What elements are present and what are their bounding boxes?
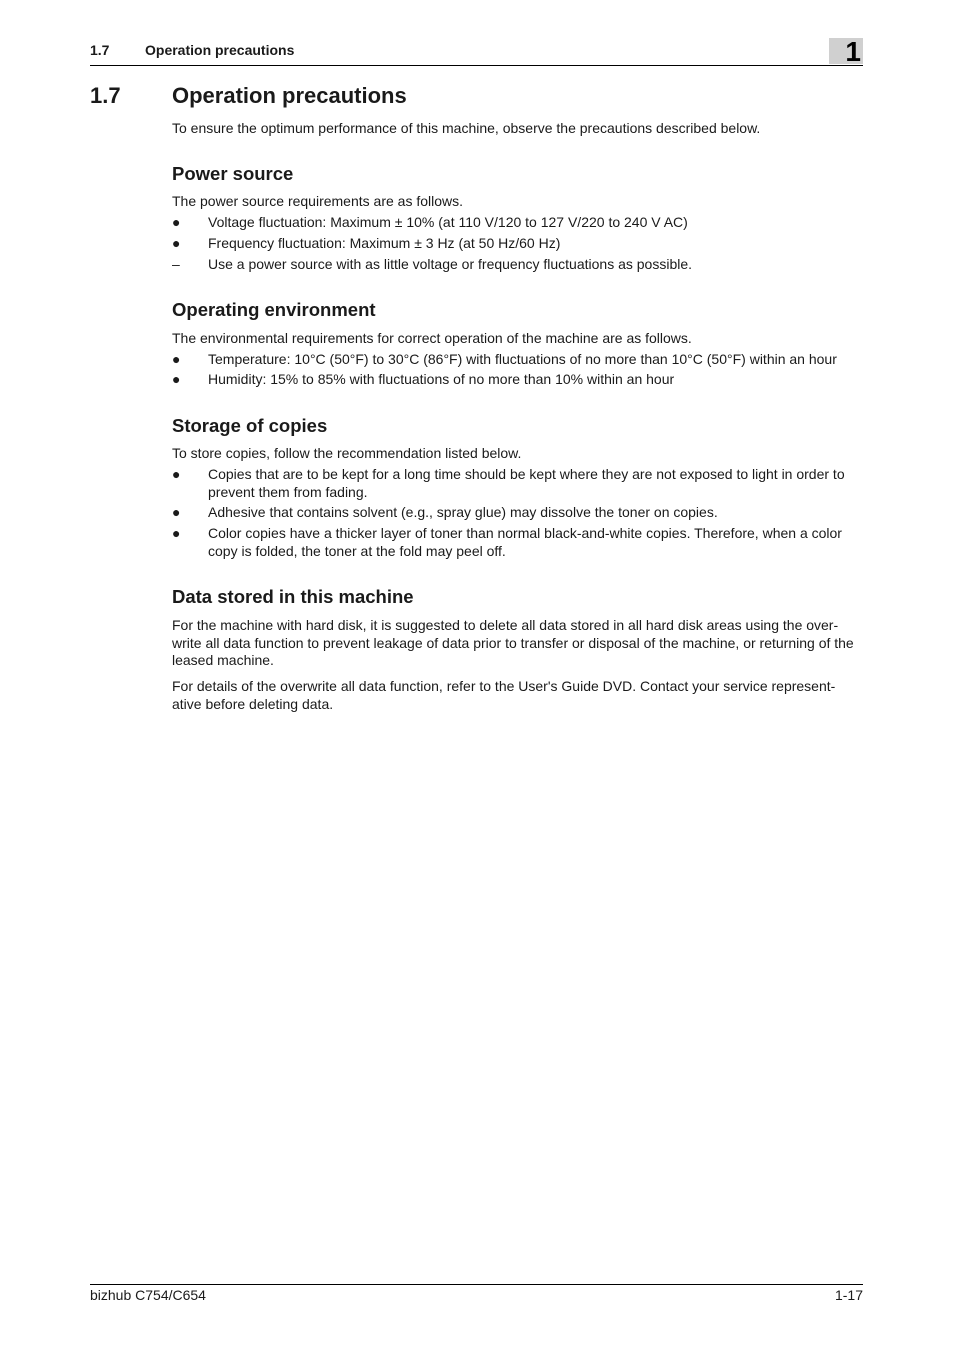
header-section-number: 1.7: [90, 42, 110, 58]
chapter-number: 1: [845, 36, 861, 67]
list-item-text: Temperature: 10°C (50°F) to 30°C (86°F) with fluctuations of no more than 10°C (50°F) within an hour: [208, 351, 837, 367]
running-header: [90, 41, 863, 66]
storage-intro: To store copies, follow the recommendation listed below.: [172, 445, 522, 461]
heading-operating-environment: Operating environment: [172, 299, 376, 320]
bullet-mark: ●: [172, 371, 181, 387]
list-item-text: Frequency fluctuation: Maximum ± 3 Hz (at 50 Hz/60 Hz): [208, 235, 561, 251]
list-item-text: Adhesive that contains solvent (e.g., spray glue) may dissolve the toner on copies.: [208, 504, 718, 520]
data-stored-paragraph-1: For the machine with hard disk, it is suggested to delete all data stored in all hard disk areas using the over-write all data function to prevent leakage of data prior to transfer or disposal of the machine, or returning of the leased machine.: [172, 617, 854, 668]
environment-intro: The environmental requirements for correct operation of the machine are as follows.: [172, 330, 692, 346]
heading-storage-of-copies: Storage of copies: [172, 415, 328, 436]
chapter-tab: [829, 36, 863, 67]
bullet-mark: ●: [172, 235, 181, 251]
page-title-number: 1.7: [90, 83, 121, 108]
list-item-text: Use a power source with as little voltage or frequency fluctuations as possible.: [208, 256, 693, 272]
header-section-title: Operation precautions: [145, 42, 295, 58]
footer-product-name: bizhub C754/C654: [90, 1287, 206, 1303]
list-item-text: Voltage fluctuation: Maximum ± 10% (at 110 V/120 to 127 V/220 to 240 V AC): [208, 214, 688, 230]
power-intro: The power source requirements are as follows.: [172, 193, 464, 209]
list-item-text: Copies that are to be kept for a long time should be kept where they are not exposed to light in order to prevent them from fading.: [208, 466, 845, 500]
bullet-mark: ●: [172, 351, 181, 367]
bullet-mark: ●: [172, 525, 181, 541]
dash-mark: –: [172, 256, 180, 272]
bullet-mark: ●: [172, 504, 181, 520]
bullet-mark: ●: [172, 466, 181, 482]
heading-power-source: Power source: [172, 163, 294, 184]
heading-data-stored: Data stored in this machine: [172, 586, 414, 607]
page-footer: [90, 1284, 863, 1303]
list-item-text: Color copies have a thicker layer of toner than normal black-and-white copies. Therefore, when a color copy is folded, the toner at the fold may peel off.: [208, 525, 842, 559]
list-item-text: Humidity: 15% to 85% with fluctuations of no more than 10% within an hour: [208, 371, 675, 387]
page-title-text: Operation precautions: [172, 83, 407, 108]
footer-page-number: 1-17: [834, 1287, 863, 1303]
intro-paragraph: To ensure the optimum performance of this machine, observe the precautions described below.: [172, 120, 761, 136]
bullet-mark: ●: [172, 214, 181, 230]
data-stored-paragraph-2: For details of the overwrite all data function, refer to the User's Guide DVD. Contact your service represent-ative before deleting data.: [172, 678, 836, 712]
